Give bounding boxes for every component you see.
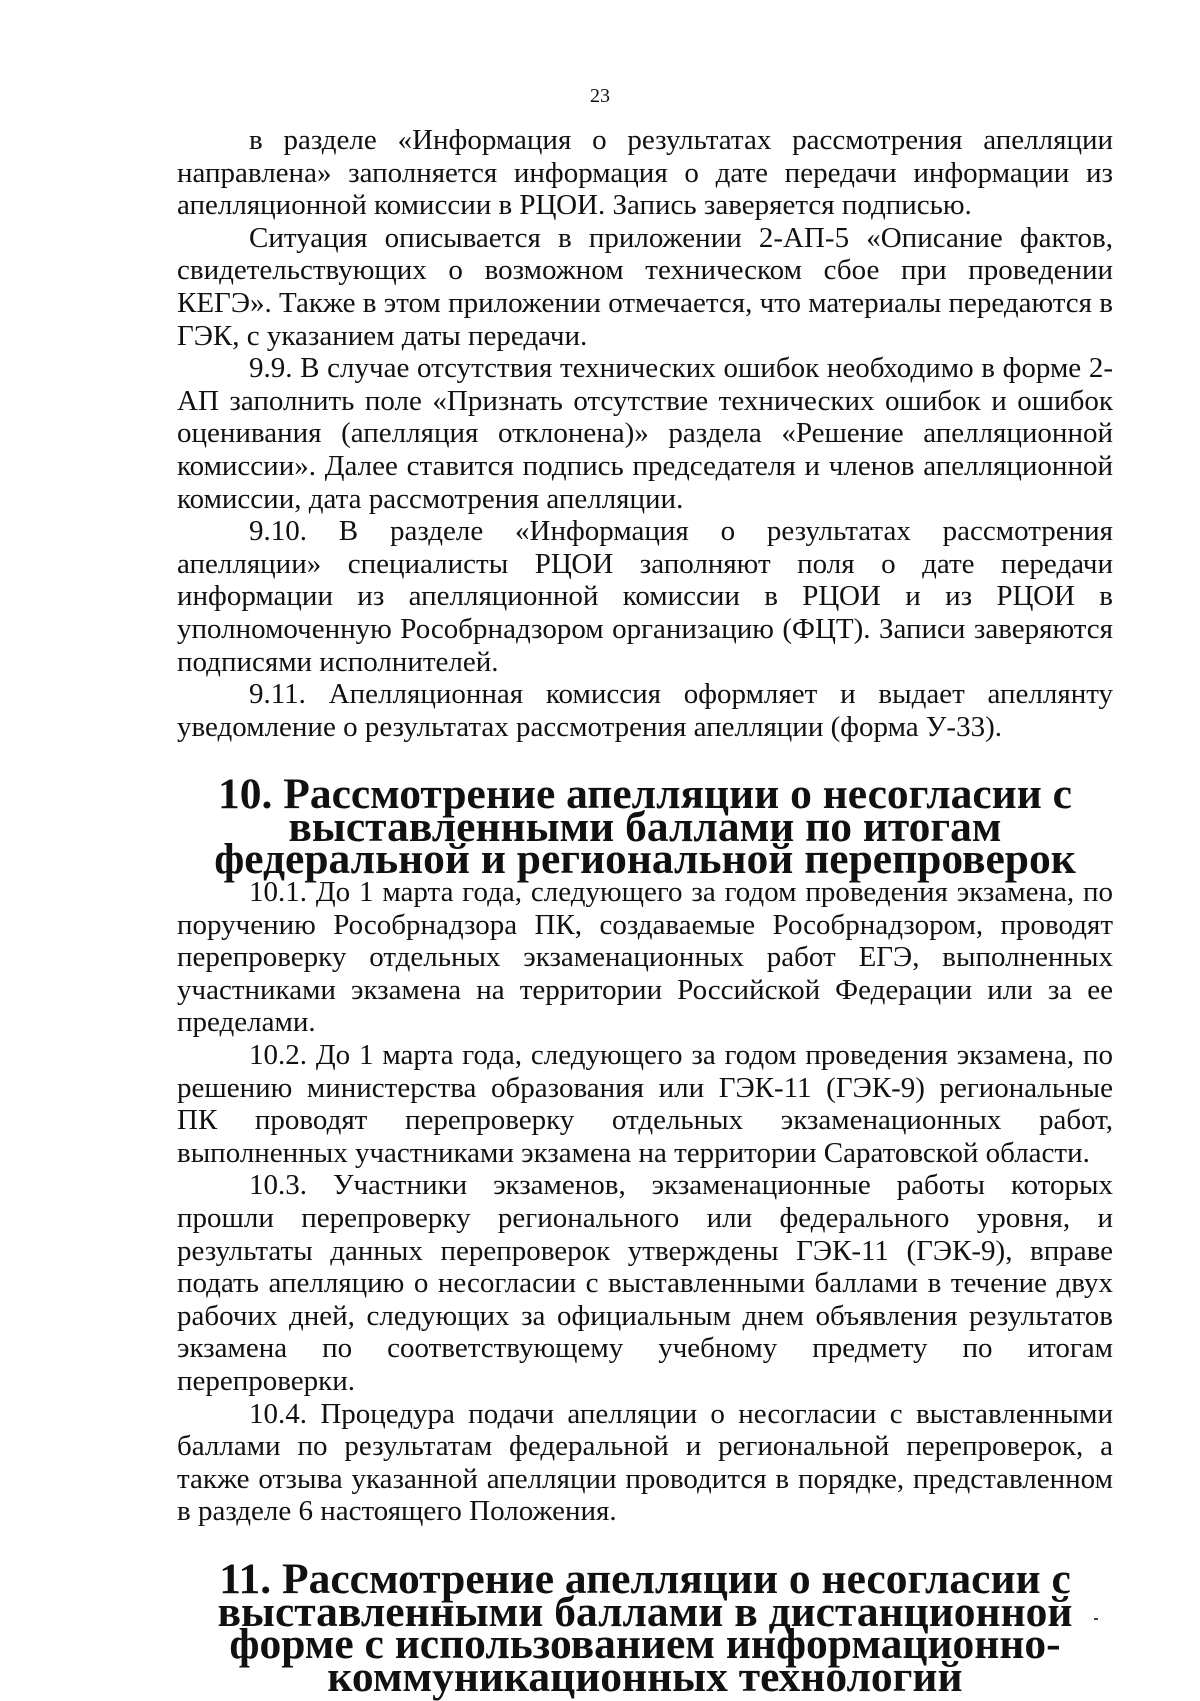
section-11-heading: 11. Рассмотрение апелляции о несогласии с выставленными баллами в дистанционной форме с использованием информационно-коммуникационных технологий: [217, 1554, 1073, 1701]
section-10-heading: 10. Рассмотрение апелляции о несогласии с выставленными баллами по итогам федеральной и региональной перепроверок: [214, 770, 1076, 884]
page-number: 23: [590, 85, 610, 107]
paragraph: в разделе «Информация о результатах рассмотрения апелляции направлена» заполняется информация о дате передачи информации из апелляционной комиссии в РЦОИ. Запись заверяется подписью.: [177, 124, 1113, 222]
paragraph: 10.3. Участники экзаменов, экзаменационные работы которых прошли перепроверку регионального или федерального уровня, и результаты данных перепроверок утверждены ГЭК-11 (ГЭК-9), вправе подать апелляцию о несогласии с выставленными баллами в течение двух рабочих дней, следующих за официальным днем объявления результатов экзамена по соответствующему учебному предмету по итогам перепроверки.: [177, 1169, 1113, 1397]
document-body: [177, 124, 1113, 1701]
paragraph: Ситуация описывается в приложении 2-АП-5 «Описание фактов, свидетельствующих о возможном техническом сбое при проведении КЕГЭ». Также в этом приложении отмечается, что материалы передаются в ГЭК, с указанием даты передачи.: [177, 221, 1113, 352]
scan-speck: [1094, 1618, 1098, 1620]
paragraph: 10.4. Процедура подачи апелляции о несогласии с выставленными баллами по результатам федеральной и региональной перепроверок, а также отзыва указанной апелляции проводится в порядке, представленном в разделе 6 настоящего Положения.: [177, 1397, 1113, 1528]
paragraph: 9.11. Апелляционная комиссия оформляет и выдает апеллянту уведомление о результатах рассмотрения апелляции (форма У-33).: [177, 678, 1113, 743]
paragraph: 10.1. До 1 марта года, следующего за годом проведения экзамена, по поручению Рособрнадзора ПК, создаваемые Рособрнадзором, проводят перепроверку отдельных экзаменационных работ ЕГЭ, выполненных участниками экзамена на территории Российской Федерации или за ее пределами.: [177, 876, 1113, 1039]
paragraph: 9.10. В разделе «Информация о результатах рассмотрения апелляции» специалисты РЦОИ заполняют поля о дате передачи информации из апелляционной комиссии в РЦОИ и из РЦОИ в уполномоченную Рособрнадзором организацию (ФЦТ). Записи заверяются подписями исполнителей.: [177, 515, 1113, 678]
paragraph: 9.9. В случае отсутствия технических ошибок необходимо в форме 2-АП заполнить поле «Признать отсутствие технических ошибок и ошибок оценивания (апелляция отклонена)» раздела «Решение апелляционной комиссии». Далее ставится подпись председателя и членов апелляционной комиссии, дата рассмотрения апелляции.: [177, 352, 1113, 515]
paragraph: 10.2. До 1 марта года, следующего за годом проведения экзамена, по решению министерства образования или ГЭК-11 (ГЭК-9) региональные ПК проводят перепроверку отдельных экзаменационных работ, выполненных участниками экзамена на территории Саратовской области.: [177, 1039, 1113, 1169]
